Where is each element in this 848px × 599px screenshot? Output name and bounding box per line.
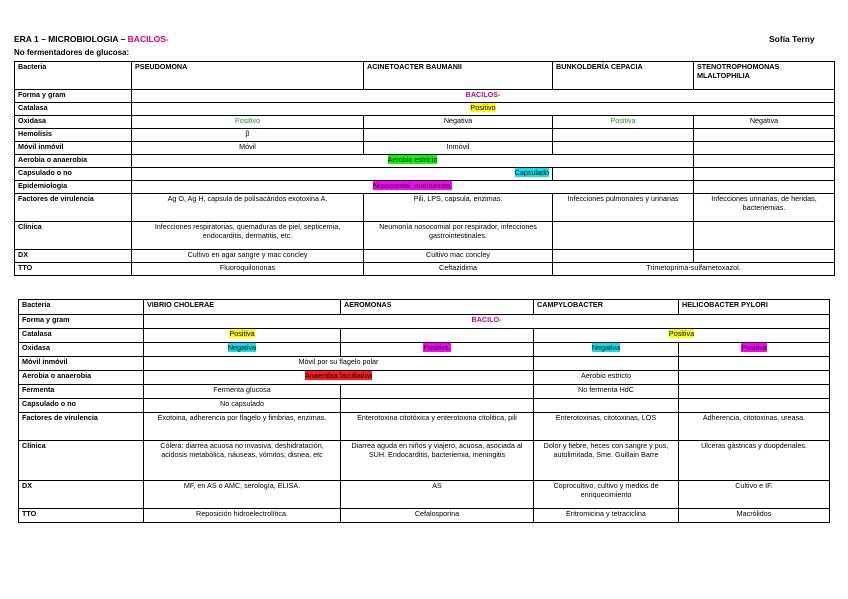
header-cell: Bacteria xyxy=(15,62,132,90)
table-row xyxy=(19,357,830,371)
row-label: TTO xyxy=(19,509,144,523)
table-row xyxy=(19,329,830,343)
header-cell: Bacteria xyxy=(19,300,144,315)
cell: Cólera: diarrea acuosa no invasiva, deshidratación, acidosis metabólica, náuseas, vómitos, disnea, etc xyxy=(144,441,341,481)
row-label: Forma y gram xyxy=(19,315,144,329)
table-header-row xyxy=(19,300,830,315)
header-cell: STENOTROPHOMONAS MLALTOPHILIA xyxy=(694,62,835,90)
row-label: Clínica xyxy=(19,441,144,481)
header-cell: ACINETOACTER BAUMANII xyxy=(364,62,553,90)
cell xyxy=(553,142,694,155)
cell: Aerobio estricto xyxy=(534,371,679,385)
cell: Móvil por su flagelo polar xyxy=(144,357,534,371)
row-label: TTO xyxy=(15,263,132,276)
cell: β xyxy=(132,129,364,142)
table-row xyxy=(19,343,830,357)
cell: Ceftazidima xyxy=(364,263,553,276)
table-row xyxy=(15,142,835,155)
row-label: Epidemiologia xyxy=(15,181,132,194)
section-subtitle: No fermentadores de glucosa: xyxy=(14,48,130,57)
cell xyxy=(679,399,830,413)
cell-text: BACILO- xyxy=(471,315,502,324)
header-cell: PSEUDOMONA xyxy=(132,62,364,90)
cell xyxy=(341,385,534,399)
cell xyxy=(553,250,694,263)
row-label: Forma y gram xyxy=(15,90,132,103)
cell-text: Aerobio estricto xyxy=(387,155,438,164)
table-row xyxy=(15,116,835,129)
table-row xyxy=(19,399,830,413)
cell xyxy=(534,329,830,343)
table-row xyxy=(19,413,830,441)
cell-text: Positiva xyxy=(668,329,695,338)
table-row xyxy=(15,222,835,250)
row-label: Móvil inmóvil xyxy=(19,357,144,371)
header-cell: VIBRIO CHOLERAE xyxy=(144,300,341,315)
cell: Enterotoxinas, citotoxinas, LOS xyxy=(534,413,679,441)
cell: Neumonía nosocomial por respirador, infecciones gastrointestinales. xyxy=(364,222,553,250)
table-row xyxy=(15,250,835,263)
row-label: Capsulado o no xyxy=(19,399,144,413)
cell: Positivo xyxy=(132,116,364,129)
cell-text: Capsulado xyxy=(514,168,549,177)
cell: Eritromicina y tetraciclina xyxy=(534,509,679,523)
table-row xyxy=(19,481,830,509)
cell xyxy=(132,90,835,103)
cell-text: BACILOS- xyxy=(465,90,501,99)
cell xyxy=(694,168,835,181)
header-cell: BUNKOLDERÍA CEPACIA xyxy=(553,62,694,90)
cell: Positiva xyxy=(553,116,694,129)
row-label: Móvil inmóvil xyxy=(15,142,132,155)
cell: Inmóvil xyxy=(364,142,553,155)
cell: Coprocultivo, cultivo y medios de enriquecimiento xyxy=(534,481,679,509)
row-label: Fermenta xyxy=(19,385,144,399)
table-row xyxy=(19,509,830,523)
table-row xyxy=(15,263,835,276)
cell xyxy=(553,222,694,250)
row-label: Oxidasa xyxy=(19,343,144,357)
table-row xyxy=(15,103,835,116)
cell: Diarrea aguda en niños y viajero, acuosa, asociada al SUH. Endocarditis, bacteriemia, meningitis xyxy=(341,441,534,481)
cell xyxy=(694,129,835,142)
row-label: Catalasa xyxy=(15,103,132,116)
cell xyxy=(553,168,694,181)
cell: AS xyxy=(341,481,534,509)
cell: Adherencia, citotoxinas, ureasa. xyxy=(679,413,830,441)
cell: Móvil xyxy=(132,142,364,155)
non-fermenters-table xyxy=(14,61,835,276)
cell xyxy=(679,343,830,357)
row-label: Aerobia o anaerobia xyxy=(19,371,144,385)
cell: Dolor y fiebre, heces con sangre y pus, autolimitada, Sme. Guillain Barre xyxy=(534,441,679,481)
row-label: Hemolisis xyxy=(15,129,132,142)
cell: Trimetoprima-sulfametoxazol. xyxy=(553,263,835,276)
cell: Reposición hidroelectrolítica. xyxy=(144,509,341,523)
row-label: Clínica xyxy=(15,222,132,250)
cell xyxy=(553,129,694,142)
cell: Ag O, Ag H, capsula de polisacáridos exotoxina A. xyxy=(132,194,364,222)
page-title xyxy=(14,34,169,44)
cell: Infecciones respiratorias, quemaduras de piel, septicemia, endocarditis, dermatitis, etc. xyxy=(132,222,364,250)
cell xyxy=(144,371,534,385)
cell-text: Nosocomial, oportunista. xyxy=(372,181,453,190)
cell: Macrólidos xyxy=(679,509,830,523)
cell-text: Negativa xyxy=(591,343,621,352)
cell: Negativa xyxy=(694,116,835,129)
cell xyxy=(364,129,553,142)
cell xyxy=(144,329,341,343)
row-label: DX xyxy=(15,250,132,263)
table-row xyxy=(19,441,830,481)
cell xyxy=(534,399,679,413)
cell: Negativa xyxy=(364,116,553,129)
header-cell: AEROMONAS xyxy=(341,300,534,315)
cell: Cultivo e IF. xyxy=(679,481,830,509)
cell xyxy=(144,343,341,357)
row-label: Factores de virulencia xyxy=(15,194,132,222)
header-cell: CAMPYLOBACTER xyxy=(534,300,679,315)
table-row xyxy=(15,181,835,194)
cell: Fermenta glucosa xyxy=(144,385,341,399)
cell xyxy=(694,222,835,250)
cell-text: Negativa xyxy=(227,343,257,352)
cell: Infecciones pulmonares y urinarias xyxy=(553,194,694,222)
cell: Enterotoxina citotóxica y enterotoxina citolitica, pili xyxy=(341,413,534,441)
row-label: Capsulado o no xyxy=(15,168,132,181)
table-row xyxy=(15,129,835,142)
cell xyxy=(694,181,835,194)
title-prefix: ERA 1 – MICROBIOLOGIA – xyxy=(14,34,128,44)
cell xyxy=(679,357,830,371)
row-label: Oxidasa xyxy=(15,116,132,129)
row-label: Catalasa xyxy=(19,329,144,343)
table-row xyxy=(15,168,835,181)
cell xyxy=(694,250,835,263)
cell-text: Positiva xyxy=(741,343,767,352)
fermenters-table xyxy=(18,299,830,523)
row-label: Aerobia o anaerobia xyxy=(15,155,132,168)
table-row xyxy=(15,194,835,222)
cell: Exotoina, adherencia por flagelo y fimbrias, enzimas. xyxy=(144,413,341,441)
cell xyxy=(694,142,835,155)
cell: No fermenta HdC xyxy=(534,385,679,399)
row-label: Factores de virulencia xyxy=(19,413,144,441)
title-highlight: BACILOS- xyxy=(127,34,169,44)
cell xyxy=(144,315,830,329)
table-row xyxy=(19,371,830,385)
cell xyxy=(679,385,830,399)
author-name: Sofía Terny xyxy=(769,34,815,44)
cell-text: Anaerobia facultativa xyxy=(304,371,373,380)
table-row xyxy=(19,315,830,329)
table-row xyxy=(19,385,830,399)
cell-text: Positivo xyxy=(470,103,496,112)
cell xyxy=(679,371,830,385)
cell: MF, en AS o AMC, serología, ELISA. xyxy=(144,481,341,509)
cell xyxy=(341,329,534,343)
cell: Fluoroquilononas xyxy=(132,263,364,276)
cell: Infecciones urinarias, de heridas, bacteriemias. xyxy=(694,194,835,222)
cell xyxy=(132,103,835,116)
cell: No capsulado xyxy=(144,399,341,413)
cell xyxy=(534,343,679,357)
cell-text: Positiva. xyxy=(423,343,451,352)
cell-text: Positiva xyxy=(229,329,255,338)
cell xyxy=(132,168,553,181)
cell: Ulceras gástricas y duopdenales. xyxy=(679,441,830,481)
cell xyxy=(341,399,534,413)
cell xyxy=(132,181,694,194)
cell xyxy=(694,155,835,168)
cell: Cultivo en agar sangre y mac concley xyxy=(132,250,364,263)
cell: Cultivo mac concley xyxy=(364,250,553,263)
header-cell: HELICOBACTER PYLORI xyxy=(679,300,830,315)
cell xyxy=(132,155,694,168)
cell: Cefalosporina xyxy=(341,509,534,523)
table-row xyxy=(15,155,835,168)
cell xyxy=(534,357,679,371)
cell: Pili, LPS, capsula, enzimas. xyxy=(364,194,553,222)
table-row xyxy=(15,90,835,103)
table-header-row xyxy=(15,62,835,90)
row-label: DX xyxy=(19,481,144,509)
cell xyxy=(341,343,534,357)
